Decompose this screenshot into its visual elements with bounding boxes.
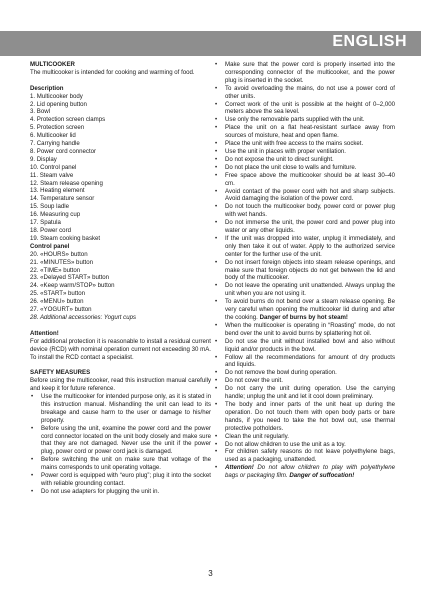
control-panel-list — [30, 251, 211, 314]
final-attention-text: Do not allow children to play with polyethylene bags or packaging film. — [225, 464, 395, 480]
final-attention-label: Attention! — [225, 464, 254, 472]
safety-item: • Use the multicooker for intended purpose only, as it is stated in this instruction manual. Mishandling the unit can lead to its breakage and cause harm to the user or damage to his/her property. — [30, 393, 211, 425]
description-item: 14. Temperature sensor — [30, 195, 95, 203]
description-item: 2. Lid opening button — [30, 100, 87, 108]
safety-item: • Do not touch the multicooker body, power cord or power plug with wet hands. — [214, 203, 395, 219]
safety-item-steam — [214, 298, 395, 322]
page-number: 3 — [208, 569, 213, 578]
safety-item: • Do not place the unit close to walls and furniture. — [214, 164, 395, 172]
description-item: 16. Measuring cup — [30, 211, 81, 219]
description-item: 6. Multicooker lid — [30, 132, 76, 140]
safety-item: • Do not remove the bowl during operation. — [214, 369, 395, 377]
safety-item: • Do not leave the operating unit unattended. Always unplug the unit when you are not using it. — [214, 282, 395, 298]
safety-item: • Correct work of the unit is possible at the height of 0–2,000 meters above the sea level. — [214, 101, 395, 117]
accessories-note: 28. Additional accessories: Yogurt cups — [30, 313, 137, 321]
right-column — [214, 61, 395, 480]
control-item: 27. «YOGURT» button — [30, 306, 92, 314]
description-item: 4. Protection screen clamps — [30, 116, 106, 124]
attention-text: For additional protection it is reasonable to install a residual current device (RCD) with nominal operation current not exceeding 30 mA. To install the RCD contact a specialist. — [30, 337, 211, 361]
safety-item: • Make sure that the power cord is properly inserted into the corresponding connector of the multicooker, and the power plug is inserted in the socket. — [214, 61, 395, 85]
safety-item: • Free space above the multicooker should be at least 30–40 cm. — [214, 172, 395, 188]
control-item: 24. «Keep warm/STOP» button — [30, 282, 115, 290]
description-item: 10. Control panel — [30, 163, 77, 171]
safety-item: • For children safety reasons do not leave polyethylene bags, used as a packaging, unattended. — [214, 448, 395, 464]
attention-heading: Attention! — [30, 329, 59, 337]
safety-intro: Before using the multicooker, read this instruction manual carefully and keep it for future reference. — [30, 377, 211, 393]
description-heading: Description — [30, 84, 64, 92]
description-list — [30, 93, 211, 243]
safety-item: • The body and inner parts of the unit heat up during the operation. Do not touch them with open body parts or bare hands, if you need to take the hot bowl out, use thermal protective potholders. — [214, 401, 395, 433]
safety-item: • Place the unit with free access to the mains socket. — [214, 140, 395, 148]
intro-text: The multicooker is intended for cooking and warming of food. — [30, 68, 195, 76]
description-item: 19. Steam cooking basket — [30, 234, 101, 242]
language-header-bar — [0, 31, 421, 56]
burn-warning: Danger of burns by hot steam! — [259, 314, 348, 321]
safety-item: • Do not insert foreign objects into steam release openings, and make sure that foreign objects do not get between the lid and body of the multicooker. — [214, 259, 395, 283]
safety-item: • Before switching the unit on make sure that voltage of the mains corresponds to unit operating voltage. — [30, 456, 211, 472]
description-item: 18. Power cord — [30, 227, 71, 235]
safety-item: • Do not expose the unit to direct sunlight. — [214, 156, 395, 164]
steam-caution-text: To avoid burns do not bend over a steam release opening. Be very careful when opening the multicooker lid during and after the cooking. — [225, 298, 395, 321]
safety-item: • Do not allow children to use the unit as a toy. — [214, 441, 395, 449]
safety-item: • Follow all the recommendations for amount of dry products and liquids. — [214, 354, 395, 370]
description-item: 12. Steam release opening — [30, 179, 103, 187]
safety-item-final — [214, 464, 395, 480]
safety-item: • Do not use adapters for plugging the unit in. — [30, 488, 211, 496]
description-item: 15. Soup ladle — [30, 203, 69, 211]
safety-item: • To avoid overloading the mains, do not use a power cord of other units. — [214, 85, 395, 101]
left-column — [30, 61, 211, 496]
safety-item: • When the multicooker is operating in “Roasting” mode, do not bend over the unit to avoid burns by splattering hot oil. — [214, 322, 395, 338]
description-item: 13. Heating element — [30, 187, 85, 195]
control-item: 20. «HOURS» button — [30, 250, 88, 258]
safety-list-continued — [214, 61, 395, 480]
safety-item: • Do not use the unit without installed bowl and also without liquid and/or products in the bowl. — [214, 338, 395, 354]
safety-item: • If the unit was dropped into water, unplug it immediately, and only then take it out of water. Apply to the authorized service center for the further use of the unit. — [214, 235, 395, 259]
safety-item: • Use the unit in places with proper ventilation. — [214, 148, 395, 156]
safety-item: • Avoid contact of the power cord with hot and sharp subjects. Avoid damaging the isolation of the power cord. — [214, 188, 395, 204]
safety-list — [30, 393, 211, 496]
control-item: 25. «START» button — [30, 290, 85, 298]
control-item: 21. «MINUTES» button — [30, 258, 93, 266]
description-item: 9. Display — [30, 155, 57, 163]
description-item: 5. Protection screen — [30, 124, 85, 132]
safety-item: • Before using the unit, examine the power cord and the power cord connector located on the unit body closely and make sure that they are not damaged. Never use the unit if the power plug, power cord or power cord jack is damaged. — [30, 425, 211, 457]
description-item: 1. Multicooker body — [30, 92, 83, 100]
control-panel-heading: Control panel — [30, 242, 70, 250]
safety-item: • Clean the unit regularly. — [214, 433, 395, 441]
control-item: 22. «TIME» button — [30, 266, 81, 274]
safety-item: • Do not cover the unit. — [214, 377, 395, 385]
safety-item: • Place the unit on a flat heat-resistant surface away from sources of moisture, heat and open flame. — [214, 124, 395, 140]
safety-heading: SAFETY MEASURES — [30, 369, 91, 377]
description-item: 3. Bowl — [30, 108, 50, 116]
safety-item: • Use only the removable parts supplied with the unit. — [214, 116, 395, 124]
language-title: ENGLISH — [332, 33, 407, 50]
description-item: 7. Carrying handle — [30, 140, 80, 148]
safety-item: • Do not carry the unit during operation. Use the carrying handle; unplug the unit and let it cool down preliminary. — [214, 385, 395, 401]
description-item: 11. Steam valve — [30, 171, 74, 179]
safety-item: • Power cord is equipped with “euro plug”; plug it into the socket with reliable grounding contact. — [30, 472, 211, 488]
section-title-multicooker: MULTICOOKER — [30, 61, 75, 68]
safety-item: • Do not immerse the unit, the power cord and power plug into water or any other liquids. — [214, 219, 395, 235]
description-item: 8. Power cord connector — [30, 147, 97, 155]
control-item: 23. «Delayed START» button — [30, 274, 110, 282]
control-item: 26. «MENU» button — [30, 298, 84, 306]
description-item: 17. Spatula — [30, 219, 61, 227]
suffocation-warning: Danger of suffocation! — [289, 472, 355, 480]
